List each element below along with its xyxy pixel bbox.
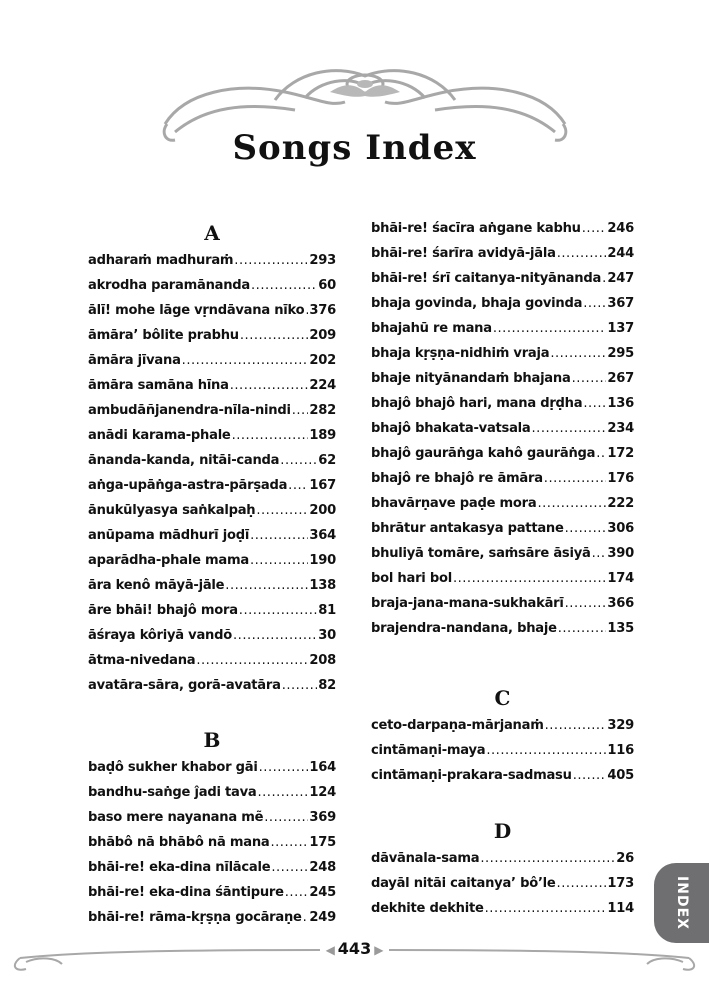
section-b-list [88, 755, 336, 930]
entry-page: 405 [607, 768, 634, 783]
entry-page: 224 [309, 378, 336, 393]
entry-page: 282 [309, 403, 336, 418]
entry-page: 173 [607, 876, 634, 891]
entry-title: bol hari bol [371, 571, 452, 586]
entry-page: 114 [607, 901, 634, 916]
entry-page: 248 [309, 860, 336, 875]
index-entry[interactable] [88, 623, 336, 648]
entry-page: 267 [607, 371, 634, 386]
dot-leader [557, 871, 607, 896]
entry-title: braja-jana-mana-sukhakārī [371, 596, 564, 611]
index-entry[interactable] [88, 780, 336, 805]
index-column-right [371, 216, 634, 921]
dot-leader [251, 273, 317, 298]
dot-leader [239, 598, 317, 623]
index-entry[interactable] [88, 373, 336, 398]
entry-page: 249 [309, 910, 336, 925]
entry-page: 138 [309, 578, 336, 593]
dot-leader [550, 341, 606, 366]
dot-leader [232, 423, 309, 448]
entry-page: 60 [318, 278, 336, 293]
arrow-left-icon: ◀ [325, 943, 335, 957]
entry-page: 81 [318, 603, 336, 618]
dot-leader [230, 373, 309, 398]
index-entry[interactable] [371, 846, 634, 871]
entry-title: cintāmaṇi-maya [371, 743, 486, 758]
index-entry[interactable] [88, 523, 336, 548]
entry-page: 366 [607, 596, 634, 611]
entry-page: 202 [309, 353, 336, 368]
index-entry[interactable] [88, 673, 336, 698]
dot-leader [233, 623, 317, 648]
entry-page: 364 [309, 528, 336, 543]
index-entry[interactable] [371, 871, 634, 896]
dot-leader [596, 441, 606, 466]
index-entry[interactable] [371, 491, 634, 516]
entry-page: 172 [607, 446, 634, 461]
dot-leader [234, 248, 308, 273]
entry-page: 164 [309, 760, 336, 775]
entry-page: 293 [309, 253, 336, 268]
entry-page: 136 [607, 396, 634, 411]
entry-page: 306 [607, 521, 634, 536]
entry-page: 246 [607, 221, 634, 236]
entry-page: 62 [318, 453, 336, 468]
entry-title: ānanda-kanda, nitāi-canda [88, 453, 280, 468]
index-entry[interactable] [88, 548, 336, 573]
entry-title: bhuliyā tomāre, saṁsāre āsiyā [371, 546, 591, 561]
entry-title: bhāi-re! śrī caitanya-nityānanda [371, 271, 602, 286]
dot-leader [264, 805, 308, 830]
dot-leader [565, 591, 607, 616]
entry-page: 176 [607, 471, 634, 486]
entry-title: ānukūlyasya saṅkalpaḥ [88, 503, 256, 518]
index-entry[interactable] [371, 391, 634, 416]
index-entry[interactable] [88, 905, 336, 930]
dot-leader [250, 548, 308, 573]
index-entry[interactable] [371, 738, 634, 763]
page-title: Songs Index [232, 128, 477, 168]
entry-title: avatāra-sāra, gorā-avatāra [88, 678, 281, 693]
index-entry[interactable] [88, 248, 336, 273]
entry-title: bhaja govinda, bhaja govinda [371, 296, 583, 311]
entry-title: bhāi-re! rāma-kṛṣṇa gocāraṇe [88, 910, 302, 925]
entry-title: bhajahū re mana [371, 321, 492, 336]
entry-page: 116 [607, 743, 634, 758]
index-entry[interactable] [88, 880, 336, 905]
entry-page: 367 [607, 296, 634, 311]
index-entry[interactable] [371, 341, 634, 366]
dot-leader [545, 713, 607, 738]
entry-page: 175 [309, 835, 336, 850]
dot-leader [532, 416, 607, 441]
index-entry[interactable] [88, 448, 336, 473]
index-entry[interactable] [88, 348, 336, 373]
entry-title: bhāi-re! eka-dina nīlācale [88, 860, 271, 875]
section-letter-b: B [203, 728, 221, 752]
entry-title: bhāi-re! śarīra avidyā-jāla [371, 246, 556, 261]
entry-title: bandhu-saṅge ĵadi tava [88, 785, 257, 800]
entry-title: āmāra samāna hīna [88, 378, 229, 393]
dot-leader [537, 491, 606, 516]
entry-page: 208 [309, 653, 336, 668]
section-letter-a: A [204, 221, 220, 245]
entry-title: ātma-nivedana [88, 653, 196, 668]
entry-title: bhaje nityānandaṁ bhajana [371, 371, 571, 386]
entry-title: dāvānala-sama [371, 851, 480, 866]
index-tab-label: INDEX [673, 876, 690, 930]
index-entry[interactable] [371, 241, 634, 266]
dot-leader [592, 541, 607, 566]
section-letter-d: D [493, 819, 512, 843]
index-entry[interactable] [371, 441, 634, 466]
dot-leader [558, 616, 607, 641]
index-entry[interactable] [88, 855, 336, 880]
entry-title: āmāra jīvana [88, 353, 181, 368]
entry-page: 329 [607, 718, 634, 733]
index-entry[interactable] [371, 713, 634, 738]
dot-leader [271, 855, 308, 880]
entry-page: 247 [607, 271, 634, 286]
dot-leader [303, 905, 309, 930]
index-entry[interactable] [88, 323, 336, 348]
dot-leader [259, 755, 309, 780]
index-entry[interactable] [88, 598, 336, 623]
index-entry[interactable] [371, 416, 634, 441]
index-entry[interactable] [88, 830, 336, 855]
entry-title: bhajô bhakata-vatsala [371, 421, 531, 436]
entry-page: 376 [309, 303, 336, 318]
index-entry[interactable] [88, 298, 336, 323]
entry-title: cintāmaṇi-prakara-sadmasu [371, 768, 572, 783]
dot-leader [493, 316, 607, 341]
entry-page: 222 [607, 496, 634, 511]
dot-leader [602, 266, 606, 291]
entry-title: dayāl nitāi caitanya’ bô’le [371, 876, 556, 891]
entry-page: 245 [309, 885, 336, 900]
entry-title: āmāra’ bôlite prabhu [88, 328, 239, 343]
entry-title: ālī! mohe lāge vṛndāvana nīko [88, 303, 305, 318]
index-entry[interactable] [371, 763, 634, 788]
entry-page: 30 [318, 628, 336, 643]
entry-title: aparādha-phale mama [88, 553, 249, 568]
entry-title: baḍô sukher khabor gāi [88, 760, 258, 775]
index-entry[interactable] [88, 423, 336, 448]
index-entry[interactable] [88, 498, 336, 523]
entry-title: āra kenô māyā-jāle [88, 578, 225, 593]
index-side-tab[interactable] [654, 863, 709, 943]
entry-page: 174 [607, 571, 634, 586]
section-b-continued-list [371, 216, 634, 641]
entry-title: ceto-darpaṇa-mārjanaṁ [371, 718, 544, 733]
entry-page: 189 [309, 428, 336, 443]
entry-page: 390 [607, 546, 634, 561]
index-entry[interactable] [371, 366, 634, 391]
entry-page: 26 [616, 851, 634, 866]
entry-title: anādi karama-phale [88, 428, 231, 443]
dot-leader [583, 291, 606, 316]
page-number [0, 939, 709, 958]
index-entry[interactable] [88, 805, 336, 830]
dot-leader [288, 473, 308, 498]
dot-leader [572, 366, 607, 391]
page-number-value: 443 [337, 939, 372, 958]
dot-leader [486, 738, 606, 763]
index-entry[interactable] [371, 516, 634, 541]
entry-page: 124 [309, 785, 336, 800]
entry-title: dekhite dekhite [371, 901, 484, 916]
index-entry[interactable] [371, 896, 634, 921]
entry-title: āśraya kôriyā vandõ [88, 628, 232, 643]
entry-page: 200 [309, 503, 336, 518]
dot-leader [282, 673, 318, 698]
dot-leader [280, 448, 317, 473]
entry-title: baso mere nayanana mẽ [88, 810, 264, 825]
index-entry[interactable] [88, 273, 336, 298]
entry-title: bhaja kṛṣṇa-nidhiṁ vraja [371, 346, 550, 361]
dot-leader [270, 830, 308, 855]
entry-page: 135 [607, 621, 634, 636]
index-entry[interactable] [88, 755, 336, 780]
index-entry[interactable] [371, 466, 634, 491]
entry-title: ambudāñjanendra-nīla-nindi [88, 403, 291, 418]
entry-page: 209 [309, 328, 336, 343]
dot-leader [256, 498, 308, 523]
entry-page: 137 [607, 321, 634, 336]
dot-leader [557, 241, 607, 266]
entry-page: 234 [607, 421, 634, 436]
index-entry[interactable] [88, 573, 336, 598]
dot-leader [182, 348, 309, 373]
dot-leader [240, 323, 309, 348]
index-entry[interactable] [88, 473, 336, 498]
index-entry[interactable] [371, 216, 634, 241]
entry-title: adharaṁ madhuraṁ [88, 253, 234, 268]
entry-page: 82 [318, 678, 336, 693]
index-entry[interactable] [371, 566, 634, 591]
dot-leader [485, 896, 607, 921]
dot-leader [583, 391, 606, 416]
dot-leader [544, 466, 607, 491]
entry-page: 244 [607, 246, 634, 261]
index-entry[interactable] [371, 616, 634, 641]
section-a-list [88, 248, 336, 698]
dot-leader [285, 880, 309, 905]
entry-page: 190 [309, 553, 336, 568]
index-entry[interactable] [371, 266, 634, 291]
index-entry[interactable] [88, 398, 336, 423]
entry-title: aṅga-upāṅga-astra-pārṣada [88, 478, 288, 493]
dot-leader [196, 648, 308, 673]
entry-title: bhajô bhajô hari, mana dṛḍha [371, 396, 583, 411]
index-entry[interactable] [371, 591, 634, 616]
entry-title: bhavārṇave paḍe mora [371, 496, 537, 511]
entry-title: bhāi-re! eka-dina śāntipure [88, 885, 284, 900]
entry-title: brajendra-nandana, bhaje [371, 621, 557, 636]
section-letter-c: C [494, 686, 511, 710]
section-c-list [371, 713, 634, 788]
entry-title: āre bhāi! bhajô mora [88, 603, 238, 618]
entry-title: anūpama mādhurī joḍī [88, 528, 250, 543]
index-entry[interactable] [371, 291, 634, 316]
dot-leader [582, 216, 607, 241]
dot-leader [305, 298, 308, 323]
entry-title: bhrātur antakasya pattane [371, 521, 564, 536]
entry-title: bhābô nā bhābô nā mana [88, 835, 270, 850]
index-entry[interactable] [371, 316, 634, 341]
entry-page: 369 [309, 810, 336, 825]
entry-title: bhajô gaurāṅga kahô gaurāṅga [371, 446, 596, 461]
dot-leader [292, 398, 309, 423]
dot-leader [573, 763, 607, 788]
dot-leader [565, 516, 607, 541]
index-column-left [88, 216, 336, 930]
entry-title: akrodha paramānanda [88, 278, 251, 293]
index-entry[interactable] [88, 648, 336, 673]
dot-leader [480, 846, 615, 871]
dot-leader [225, 573, 308, 598]
entry-page: 167 [309, 478, 336, 493]
entry-title: bhajô re bhajô re āmāra [371, 471, 543, 486]
dot-leader [257, 780, 308, 805]
section-d-list [371, 846, 634, 921]
entry-page: 295 [607, 346, 634, 361]
index-entry[interactable] [371, 541, 634, 566]
arrow-right-icon: ▶ [374, 943, 384, 957]
dot-leader [453, 566, 606, 591]
entry-title: bhāi-re! śacīra aṅgane kabhu [371, 221, 581, 236]
dot-leader [250, 523, 308, 548]
